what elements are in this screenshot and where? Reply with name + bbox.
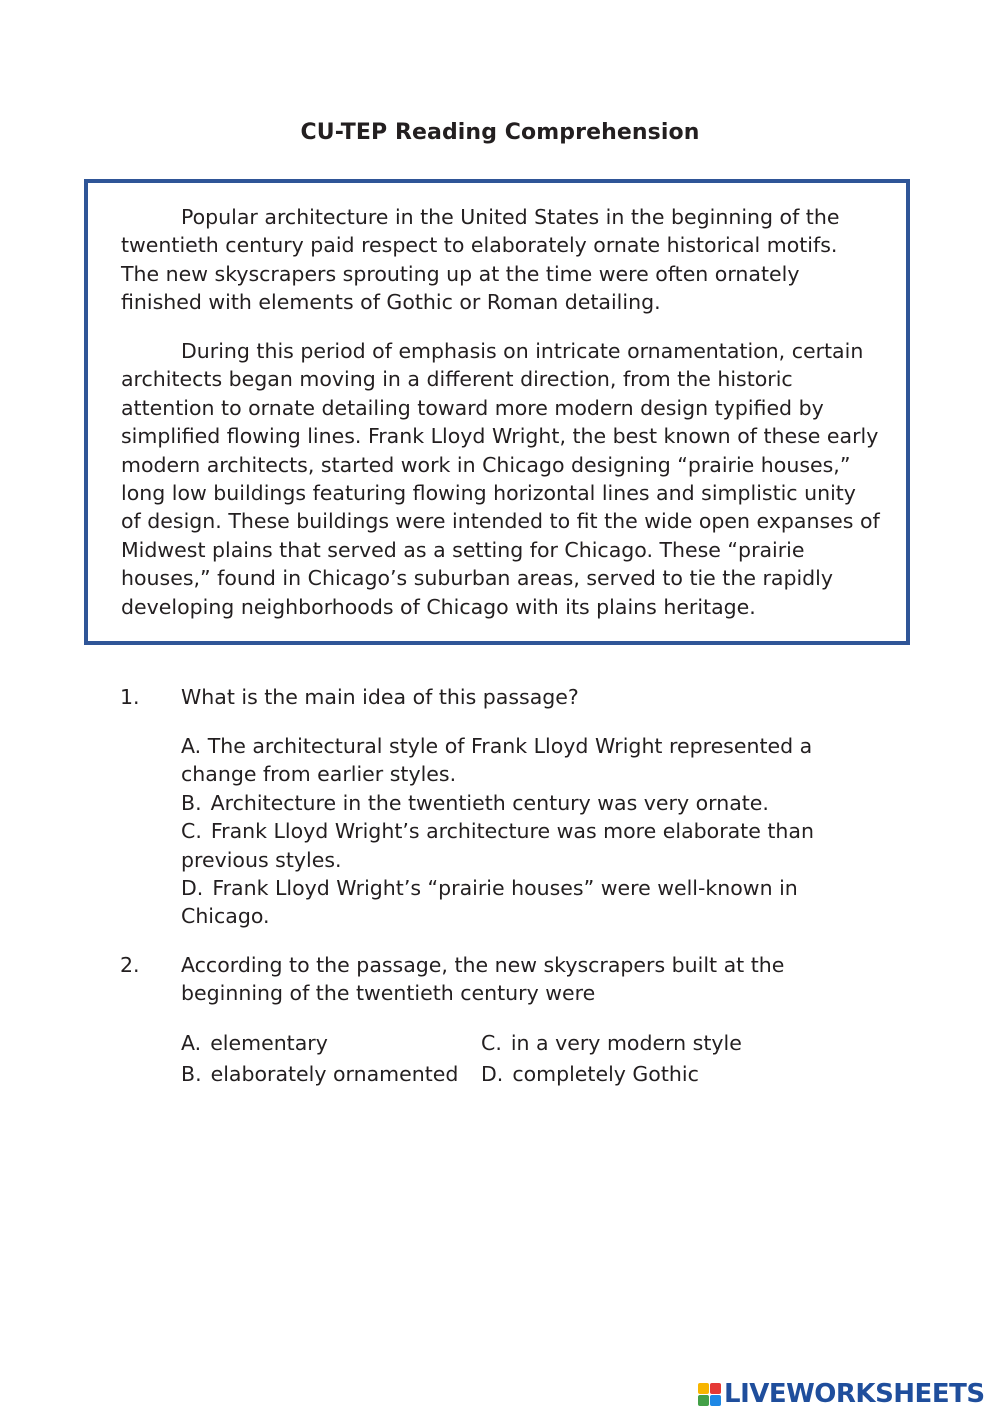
question-1-option-a[interactable] [181,732,861,789]
option-letter: D. [481,1062,504,1086]
liveworksheets-logo [698,1378,985,1410]
passage-paragraph-1: Popular architecture in the United States in the beginning of the twentieth century paid respect to elaborately ornate historical motifs. The new skyscrapers sprouting up at the time were often ornately finished with elements of Gothic or Roman detailing. [121,205,840,315]
question-2-option-c[interactable] [481,1031,742,1055]
option-letter: D. [181,876,204,901]
question-1-option-b[interactable] [181,789,861,817]
question-1-text: What is the main idea of this passage? [181,685,579,709]
question-1-option-d[interactable] [181,874,861,931]
question-1-option-c[interactable] [181,817,861,874]
page-title: CU-TEP Reading Comprehension [300,120,700,145]
question-2-text: According to the passage, the new skyscrapers built at the beginning of the twentieth century were [181,953,785,1006]
option-text: Frank Lloyd Wright’s “prairie houses” were well-known in Chicago. [181,876,798,929]
question-1-options [181,732,861,931]
option-text: elaborately ornamented [210,1062,459,1086]
question-2-number: 2. [120,953,140,977]
option-letter: C. [181,819,202,844]
option-letter: A. [181,1031,202,1055]
question-2-option-a[interactable] [181,1031,328,1055]
option-letter: B. [181,790,202,815]
option-text: in a very modern style [510,1031,742,1055]
option-text: Frank Lloyd Wright’s architecture was more elaborate than previous styles. [181,819,814,872]
option-text: The architectural style of Frank Lloyd Wright represented a change from earlier styles. [181,734,813,787]
passage-paragraph-2: During this period of emphasis on intricate ornamentation, certain architects began moving in a different direction, from the historic attention to ornate detailing toward more modern design typified by simplified flowing lines. Frank Lloyd Wright, the best known of these early modern architects, started work in Chicago designing “prairie houses,” long low buildings featuring flowing horizontal lines and simplistic unity of design. These buildings were intended to fit the wide open expanses of Midwest plains that served as a setting for Chicago. These “prairie houses,” found in Chicago’s suburban areas, served to tie the rapidly developing neighborhoods of Chicago with its plains heritage. [121,339,880,619]
question-2-option-d[interactable] [481,1062,699,1086]
option-letter: B. [181,1062,202,1086]
question-1-number: 1. [120,685,140,709]
option-text: completely Gothic [512,1062,699,1086]
option-text: Architecture in the twentieth century was very ornate. [210,790,769,815]
question-2-option-b[interactable] [181,1062,458,1086]
logo-text: LIVEWORKSHEETS [724,1379,985,1409]
liveworksheets-mark-icon [698,1383,721,1406]
option-letter: C. [481,1031,502,1055]
option-letter: A. [181,734,202,758]
option-text: elementary [210,1031,328,1055]
